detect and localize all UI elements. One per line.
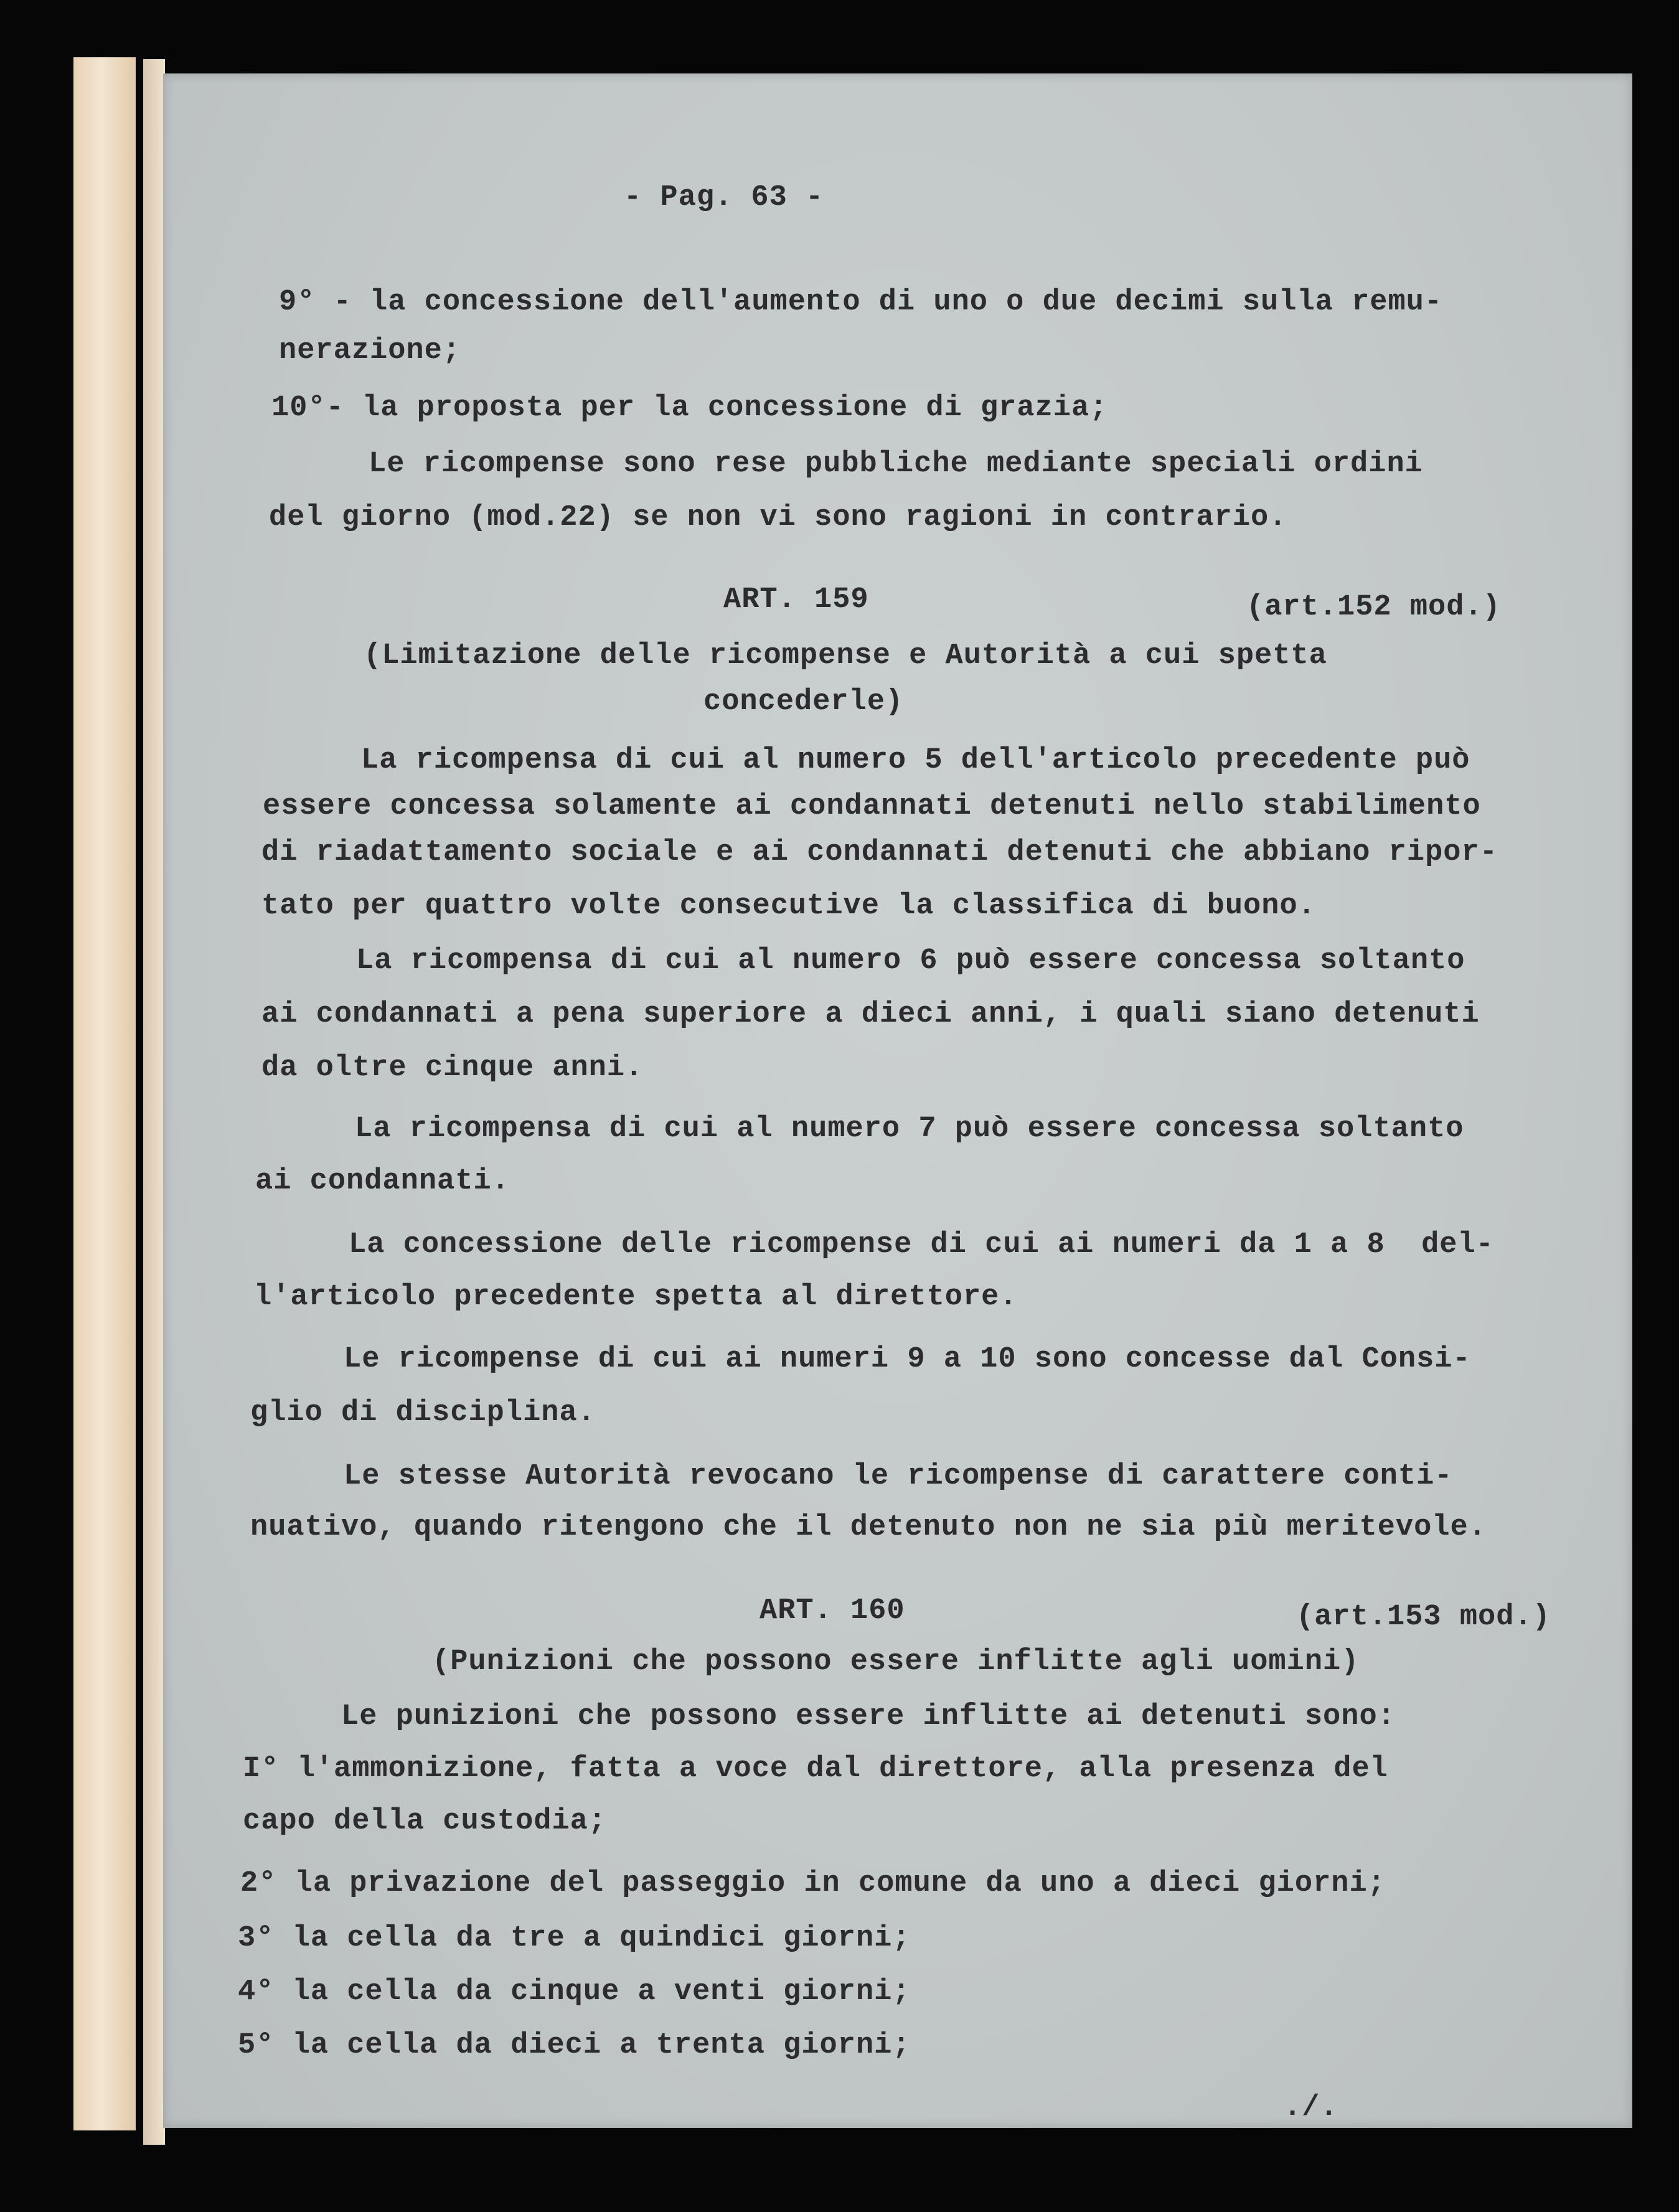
article-160-reference: (art.153 mod.) — [1296, 1601, 1551, 1634]
article-160-line-4: 2° la privazione del passeggio in comune da uno a dieci giorni; — [240, 1867, 1386, 1900]
article-159-line-13: glio di disciplina. — [250, 1396, 596, 1429]
text-line-1: 9° - la concessione dell'aumento di uno o due decimi sulla remu- — [279, 286, 1443, 319]
underlying-page-edge-2 — [143, 59, 165, 2145]
article-160-subtitle: (Punizioni che possono essere inflitte agli uomini) — [432, 1645, 1360, 1678]
article-159-line-10: La concessione delle ricompense di cui ai numeri da 1 a 8 del- — [349, 1228, 1494, 1261]
page-number: - Pag. 63 - — [624, 181, 824, 214]
article-159-subtitle-2: concederle) — [703, 685, 904, 718]
article-159-line-9: ai condannati. — [255, 1165, 510, 1198]
text-line-4: Le ricompense sono rese pubbliche mediante speciali ordini — [369, 448, 1423, 481]
text-line-2: nerazione; — [279, 334, 461, 367]
article-159-subtitle-1: (Limitazione delle ricompense e Autorità a cui spetta — [364, 639, 1327, 672]
article-159-line-2: essere concessa solamente ai condannati detenuti nello stabilimento — [263, 790, 1481, 823]
article-159-line-8: La ricompensa di cui al numero 7 può essere concessa soltanto — [355, 1113, 1464, 1146]
typewritten-page — [163, 73, 1632, 2128]
article-159-line-7: da oltre cinque anni. — [261, 1052, 644, 1085]
article-159-line-4: tato per quattro volte consecutive la classifica di buono. — [261, 890, 1316, 923]
article-159-line-11: l'articolo precedente spetta al direttore. — [254, 1281, 1018, 1314]
article-160-line-2: I° l'ammonizione, fatta a voce dal direttore, alla presenza del — [243, 1753, 1388, 1786]
article-159-line-6: ai condannati a pena superiore a dieci anni, i quali siano detenuti — [261, 998, 1480, 1031]
article-159-line-15: nuativo, quando ritengono che il detenuto non ne sia più meritevole. — [250, 1511, 1487, 1544]
article-160-line-1: Le punizioni che possono essere inflitte ai detenuti sono: — [341, 1700, 1396, 1733]
article-159-line-14: Le stesse Autorità revocano le ricompense di carattere conti- — [344, 1460, 1453, 1493]
continuation-mark: ./. — [1284, 2091, 1338, 2124]
article-159-line-5: La ricompensa di cui al numero 6 può essere concessa soltanto — [356, 944, 1465, 977]
underlying-page-edge — [73, 57, 136, 2130]
article-159-title: ART. 159 — [723, 583, 869, 616]
article-160-line-3: capo della custodia; — [243, 1805, 607, 1838]
article-159-line-3: di riadattamento sociale e ai condannati detenuti che abbiano ripor- — [261, 836, 1498, 869]
text-line-3: 10°- la proposta per la concessione di grazia; — [271, 392, 1108, 425]
article-159-line-12: Le ricompense di cui ai numeri 9 a 10 sono concesse dal Consi- — [344, 1343, 1471, 1376]
article-160-line-5: 3° la cella da tre a quindici giorni; — [238, 1922, 911, 1955]
article-160-line-6: 4° la cella da cinque a venti giorni; — [238, 1975, 911, 2008]
article-160-line-7: 5° la cella da dieci a trenta giorni; — [238, 2029, 911, 2062]
article-160-title: ART. 160 — [760, 1594, 905, 1627]
text-line-5: del giorno (mod.22) se non vi sono ragioni in contrario. — [269, 501, 1287, 534]
article-159-line-1: La ricompensa di cui al numero 5 dell'articolo precedente può — [361, 744, 1470, 777]
article-159-reference: (art.152 mod.) — [1246, 591, 1501, 624]
